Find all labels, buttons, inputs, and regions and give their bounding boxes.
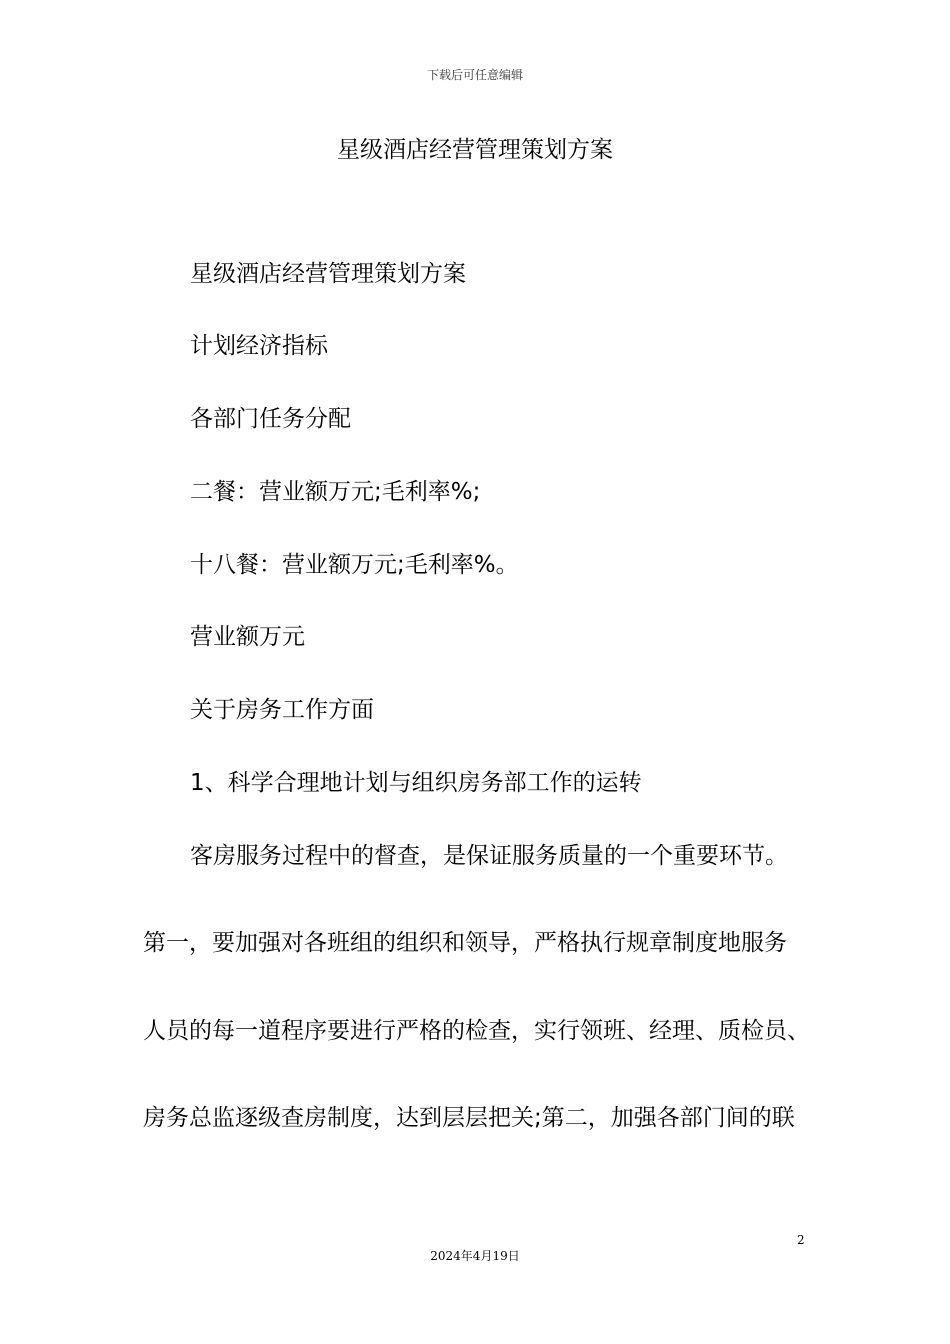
paragraph-restaurant-2: 二餐：营业额万元;毛利率%;	[190, 479, 481, 505]
paragraph-revenue: 营业额万元	[190, 624, 305, 650]
page-number: 2	[797, 1233, 805, 1247]
paragraph-housekeeping-heading: 关于房务工作方面	[190, 697, 374, 723]
header-note: 下载后可任意编辑	[426, 68, 523, 82]
paragraph-task-allocation: 各部门任务分配	[190, 406, 351, 432]
paragraph-subtitle: 星级酒店经营管理策划方案	[190, 261, 466, 287]
document-title: 星级酒店经营管理策划方案	[337, 137, 613, 163]
footer-date: 2024年4月19日	[430, 1249, 520, 1263]
body-line: 房务总监逐级查房制度，达到层层把关;第二，加强各部门间的联	[143, 1105, 795, 1131]
paragraph-item-1: 1、科学合理地计划与组织房务部工作的运转	[190, 770, 642, 796]
paragraph-restaurant-18: 十八餐：营业额万元;毛利率%。	[190, 552, 519, 578]
paragraph-inspection: 客房服务过程中的督查，是保证服务质量的一个重要环节。	[190, 843, 788, 869]
body-line: 人员的每一道程序要进行严格的检查，实行领班、经理、质检员、	[143, 1018, 810, 1044]
paragraph-economic-indicators: 计划经济指标	[190, 333, 328, 359]
body-line: 第一，要加强对各班组的组织和领导，严格执行规章制度地服务	[143, 930, 787, 956]
